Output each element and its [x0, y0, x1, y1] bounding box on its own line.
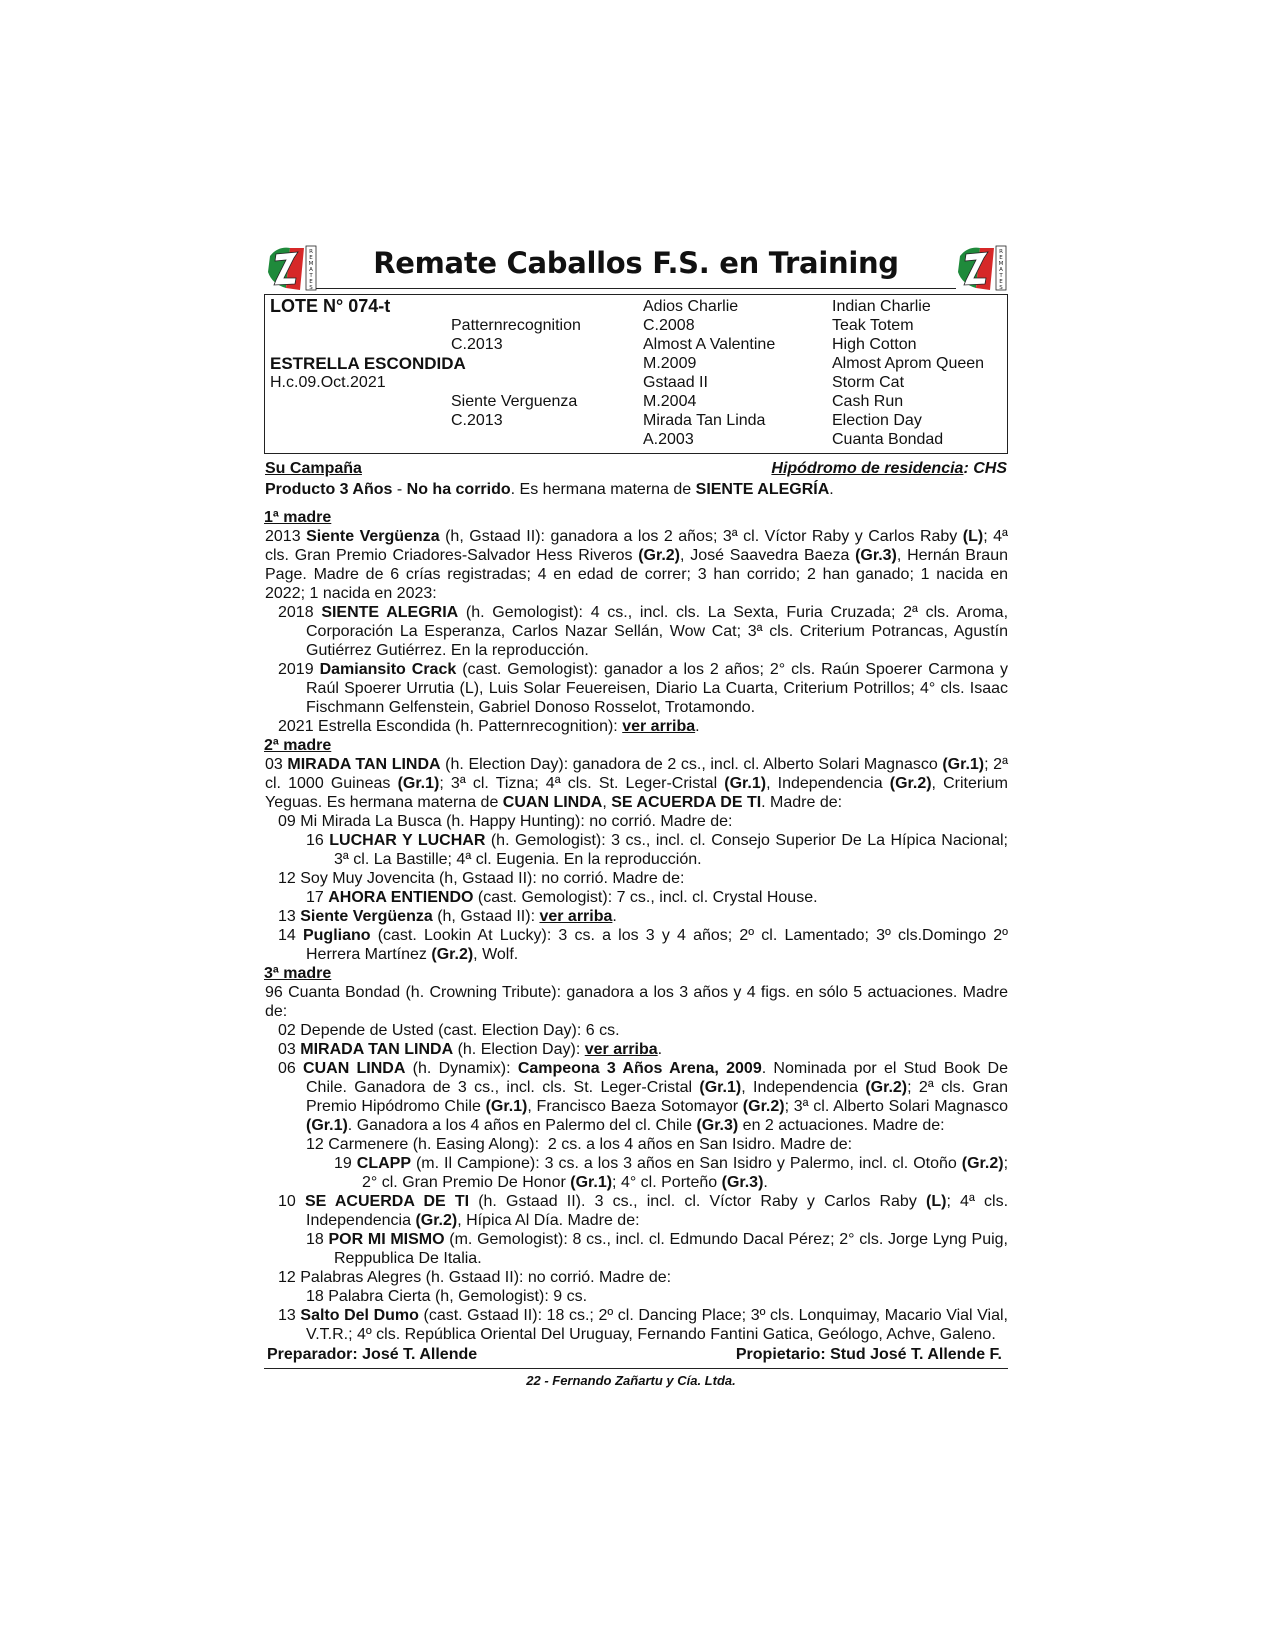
title-underline [316, 288, 956, 289]
pedigree-box [264, 294, 1008, 454]
zanartu-logo-left [264, 244, 318, 292]
produce-entry: 14 Pugliano (cast. Lookin At Lucky): 3 cs. a los 3 y 4 años; 2º cl. Lamentado; 3º cls.Domingo 2º Herrera Martínez (Gr.2), Wolf. [278, 927, 1008, 963]
svg-text:M: M [308, 261, 314, 267]
svg-text:S: S [309, 285, 313, 291]
propietario: Propietario: Stud José T. Allende F. [735, 1346, 1002, 1363]
grandparent-entry: C.2008 [643, 317, 695, 334]
pedigree-col-great-grandparents [832, 297, 984, 449]
produce-entry: 13 Salto Del Dumo (cast. Gstaad II): 18 cs.; 2º cl. Dancing Place; 3º cls. Lonquimay, Macario Vial Vial, V.T.R.; 4º cls. República Oriental Del Uruguay, Fernando Fantini Gatica, Geólogo, Achve, Galeno. [278, 1307, 1009, 1343]
svg-text:T: T [999, 273, 1003, 279]
svg-text:T: T [309, 273, 313, 279]
produce-entry: 10 SE ACUERDA DE TI (h. Gstaad II). 3 cs., incl. cl. Víctor Raby y Carlos Raby (L); 4ª cls. Independencia (Gr.2), Hípica Al Día. Madre de: [278, 1193, 1009, 1229]
great-grandparent-entry: Teak Totem [832, 317, 914, 334]
sire-name: Patternrecognition [451, 317, 581, 334]
grandparent-entry: A.2003 [643, 431, 694, 448]
page-title: Remate Caballos F.S. en Training [373, 246, 899, 280]
produce-entry: 2021 Estrella Escondida (h. Patternrecognition): ver arriba. [278, 718, 700, 735]
produce-entry: 2018 SIENTE ALEGRIA (h. Gemologist): 4 cs., incl. cls. La Sexta, Furia Cruzada; 2ª cls. Aroma, Corporación La Esperanza, Carlos Nazar Sellán, Wow Cat; 3ª cls. Criterium Potrancas, Agustín Gutiérrez Gutiérrez. En la reproducción. [278, 604, 1009, 659]
hipodromo-value: : CHS [963, 460, 1007, 477]
produce-entry: 16 LUCHAR Y LUCHAR (h. Gemologist): 3 cs., incl. cl. Consejo Superior De La Hípica Nacional; 3ª cl. La Bastille; 4ª cl. Eugenia. En la reproducción. [306, 832, 1008, 868]
great-grandparent-entry: High Cotton [832, 336, 917, 353]
grandparent-entry: Adios Charlie [643, 298, 739, 315]
pedigree-col-grandparents [643, 297, 775, 449]
produce-entry: 19 CLAPP (m. Il Campione): 3 cs. a los 3 años en San Isidro y Palermo, incl. cl. Otoño (Gr.2); 2° cl. Gran Premio De Honor (Gr.1); 4° cl. Porteño (Gr.3). [334, 1155, 1009, 1191]
section-third-dam: 3ª madre [264, 965, 332, 982]
produce-entry: 17 AHORA ENTIENDO (cast. Gemologist): 7 cs., incl. cl. Crystal House. [306, 889, 818, 906]
page-number: 22 - Fernando Zañartu y Cía. Ltda. [526, 1373, 736, 1388]
great-grandparent-entry: Cash Run [832, 393, 904, 410]
dam-entry: 03 MIRADA TAN LINDA (h. Election Day): ganadora de 2 cs., incl. cl. Alberto Solari Magnasco (Gr.1); 2ª cl. 1000 Guineas (Gr.1); 3ª cl. Tizna; 4ª cls. St. Leger-Cristal (Gr.1), Independencia (Gr.2), Criterium Yeguas. Es hermana materna de CUAN LINDA, SE ACUERDA DE TI. Madre de: [265, 756, 1009, 811]
great-grandparent-entry: Election Day [832, 412, 922, 429]
grandparent-entry: Gstaad II [643, 374, 708, 391]
page-header [264, 244, 1008, 294]
campaign-header-row [264, 460, 1008, 480]
grandparent-entry: Mirada Tan Linda [643, 412, 766, 429]
horse-name: ESTRELLA ESCONDIDA [270, 354, 466, 373]
great-grandparent-entry: Almost Aprom Queen [832, 355, 985, 372]
svg-text:E: E [309, 279, 313, 285]
svg-text:E: E [999, 255, 1003, 261]
produce-entry: 02 Depende de Usted (cast. Election Day): 6 cs. [278, 1022, 620, 1039]
svg-text:R: R [999, 249, 1003, 255]
grandparent-entry: M.2004 [643, 393, 697, 410]
sire-info: C.2013 [451, 336, 503, 353]
section-second-dam: 2ª madre [264, 737, 332, 754]
svg-text:A: A [999, 267, 1003, 273]
pedigree-col-horse [270, 297, 466, 392]
footer-rule [264, 1368, 1008, 1369]
campaign-intro: Producto 3 Años - No ha corrido. Es hermana materna de SIENTE ALEGRÍA. [265, 481, 834, 498]
hipodromo-residencia [771, 460, 1007, 478]
su-campana-label: Su Campaña [265, 460, 362, 477]
produce-entry: 12 Soy Muy Jovencita (h, Gstaad II): no corrió. Madre de: [278, 870, 685, 887]
footer-row [264, 1346, 1008, 1366]
dam-info: C.2013 [451, 412, 503, 429]
svg-text:A: A [309, 267, 313, 273]
produce-entry: 18 POR MI MISMO (m. Gemologist): 8 cs., incl. cl. Edmundo Dacal Pérez; 2° cls. Jorge Lyng Puig, Reppublica De Italia. [306, 1231, 1008, 1267]
svg-text:E: E [309, 255, 313, 261]
grandparent-entry: Almost A Valentine [643, 336, 776, 353]
produce-entry: 12 Carmenere (h. Easing Along): 2 cs. a los 4 años en San Isidro. Madre de: [306, 1136, 853, 1153]
horse-info: H.c.09.Oct.2021 [270, 374, 386, 391]
grandparent-entry: M.2009 [643, 355, 697, 372]
great-grandparent-entry: Indian Charlie [832, 298, 931, 315]
svg-text:R: R [309, 249, 313, 255]
great-grandparent-entry: Storm Cat [832, 374, 905, 391]
great-grandparent-entry: Cuanta Bondad [832, 431, 944, 448]
zanartu-logo-right [954, 244, 1008, 292]
dam-name: Siente Verguenza [451, 393, 578, 410]
svg-text:E: E [999, 279, 1003, 285]
hipodromo-label: Hipódromo de residencia [771, 460, 964, 477]
pedigree-col-parents [451, 297, 581, 430]
produce-entry: 12 Palabras Alegres (h. Gstaad II): no corrió. Madre de: [278, 1269, 672, 1286]
produce-entry: 13 Siente Vergüenza (h, Gstaad II): ver arriba. [278, 908, 617, 925]
produce-entry: 18 Palabra Cierta (h, Gemologist): 9 cs. [306, 1288, 588, 1305]
produce-entry: 03 MIRADA TAN LINDA (h. Election Day): ver arriba. [278, 1041, 663, 1058]
dam-entry: 2013 Siente Vergüenza (h, Gstaad II): ganadora a los 2 años; 3ª cl. Víctor Raby y Carlos Raby (L); 4ª cls. Gran Premio Criadores-Salvador Hess Riveros (Gr.2), José Saavedra Baeza (Gr.3), Hernán Braun Page. Madre de 6 crías registradas; 4 en edad de correr; 3 han corrido; 2 han ganado; 1 nacida en 2022; 1 nacida en 2023: [265, 528, 1008, 602]
svg-text:M: M [998, 261, 1004, 267]
section-first-dam: 1ª madre [264, 509, 332, 526]
svg-text:S: S [999, 285, 1003, 291]
dam-entry: 96 Cuanta Bondad (h. Crowning Tribute): ganadora a los 3 años y 4 figs. en sólo 5 actuaciones. Madre de: [265, 984, 1008, 1020]
produce-entry: 06 CUAN LINDA (h. Dynamix): Campeona 3 Años Arena, 2009. Nominada por el Stud Book De Chile. Ganadora de 3 cs., incl. cls. St. Leger-Cristal (Gr.1), Independencia (Gr.2); 2ª cls. Gran Premio Hipódromo Chile (Gr.1), Francisco Baeza Sotomayor (Gr.2); 3ª cl. Alberto Solari Magnasco (Gr.1). Ganadora a los 4 años en Palermo del cl. Chile (Gr.3) en 2 actuaciones. Madre de: [278, 1060, 1009, 1134]
document-page [264, 244, 1008, 1388]
produce-entry: 09 Mi Mirada La Busca (h. Happy Hunting): no corrió. Madre de: [278, 813, 733, 830]
produce-entry: 2019 Damiansito Crack (cast. Gemologist): ganador a los 2 años; 2° cls. Raún Spoerer Carmona y Raúl Spoerer Urrutia (L), Luis Solar Feuereisen, Diario La Cuarta, Criterium Potrillos; 4° cls. Isaac Fischmann Gelfenstein, Gabriel Donoso Rosselot, Trotamondo. [278, 661, 1008, 716]
lot-number: LOTE N° 074-t [270, 296, 391, 316]
preparador: Preparador: José T. Allende [267, 1346, 478, 1363]
